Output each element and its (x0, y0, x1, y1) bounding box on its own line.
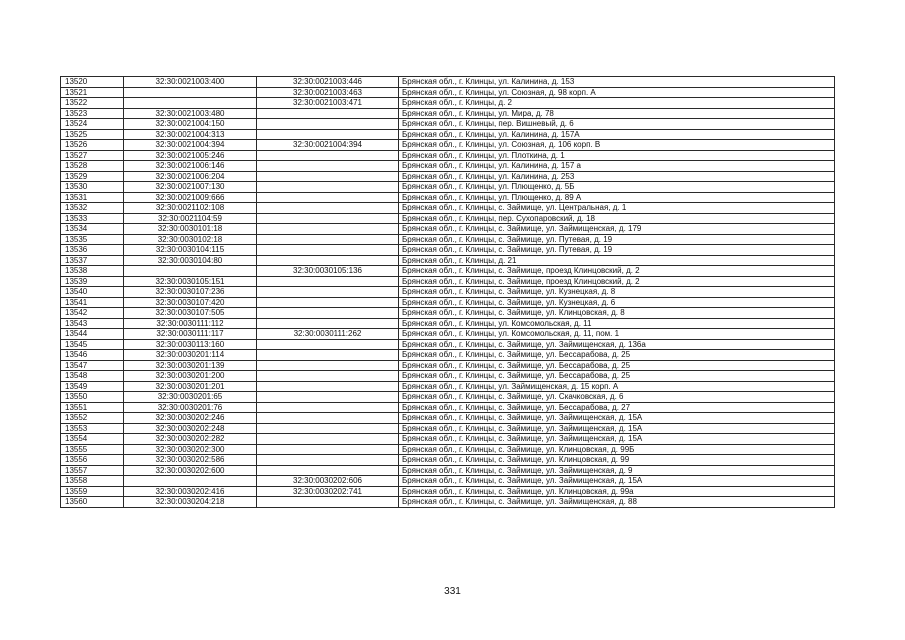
cadastral-number-cell: 32:30:0030201:65 (124, 392, 257, 403)
row-number-cell: 13544 (61, 329, 124, 340)
cadastral-number-cell: 32:30:0030204:218 (124, 497, 257, 508)
cadastral-number-cell: 32:30:0021006:204 (124, 171, 257, 182)
table-row (61, 476, 835, 487)
row-number-cell: 13559 (61, 486, 124, 497)
row-number-cell: 13528 (61, 161, 124, 172)
table-row (61, 140, 835, 151)
cadastral-number-cell: 32:30:0021104:59 (124, 213, 257, 224)
address-cell: Брянская обл., г. Клинцы, ул. Плющенко, д. 89 А (399, 192, 835, 203)
address-cell: Брянская обл., г. Клинцы, с. Займище, проезд Клинцовский, д. 2 (399, 266, 835, 277)
building-cadastral-number-cell (257, 192, 399, 203)
cadastral-number-cell: 32:30:0021003:480 (124, 108, 257, 119)
address-cell: Брянская обл., г. Клинцы, с. Займище, ул. Кузнецкая, д. 8 (399, 287, 835, 298)
address-cell: Брянская обл., г. Клинцы, с. Займище, ул. Займищенская, д. 136а (399, 339, 835, 350)
table-row (61, 402, 835, 413)
address-cell: Брянская обл., г. Клинцы, с. Займище, ул. Бессарабова, д. 27 (399, 402, 835, 413)
table-row (61, 77, 835, 88)
row-number-cell: 13546 (61, 350, 124, 361)
table-row (61, 213, 835, 224)
building-cadastral-number-cell: 32:30:0021004:394 (257, 140, 399, 151)
cadastral-number-cell: 32:30:0030102:18 (124, 234, 257, 245)
cadastral-number-cell: 32:30:0030201:114 (124, 350, 257, 361)
building-cadastral-number-cell (257, 129, 399, 140)
row-number-cell: 13523 (61, 108, 124, 119)
table-row (61, 381, 835, 392)
cadastral-number-cell: 32:30:0030111:112 (124, 318, 257, 329)
table-row (61, 171, 835, 182)
cadastral-number-cell: 32:30:0030202:282 (124, 434, 257, 445)
cadastral-number-cell: 32:30:0030201:200 (124, 371, 257, 382)
address-cell: Брянская обл., г. Клинцы, с. Займище, ул. Клинцовская, д. 99 (399, 455, 835, 466)
cadastral-number-cell: 32:30:0021003:400 (124, 77, 257, 88)
row-number-cell: 13533 (61, 213, 124, 224)
cadastral-number-cell: 32:30:0030202:248 (124, 423, 257, 434)
address-cell: Брянская обл., г. Клинцы, пер. Вишневый, д. 6 (399, 119, 835, 130)
address-cell: Брянская обл., г. Клинцы, ул. Мира, д. 78 (399, 108, 835, 119)
building-cadastral-number-cell: 32:30:0030202:741 (257, 486, 399, 497)
table-row (61, 192, 835, 203)
cadastral-number-cell: 32:30:0030201:201 (124, 381, 257, 392)
address-cell: Брянская обл., г. Клинцы, ул. Калинина, д. 157 а (399, 161, 835, 172)
table-row (61, 119, 835, 130)
table-row (61, 150, 835, 161)
building-cadastral-number-cell (257, 213, 399, 224)
building-cadastral-number-cell (257, 339, 399, 350)
table-row (61, 276, 835, 287)
row-number-cell: 13560 (61, 497, 124, 508)
cadastral-number-cell: 32:30:0030107:420 (124, 297, 257, 308)
address-cell: Брянская обл., г. Клинцы, д. 21 (399, 255, 835, 266)
address-cell: Брянская обл., г. Клинцы, с. Займище, проезд Клинцовский, д. 2 (399, 276, 835, 287)
building-cadastral-number-cell (257, 413, 399, 424)
table-row (61, 266, 835, 277)
table-row (61, 245, 835, 256)
address-cell: Брянская обл., г. Клинцы, с. Займище, ул. Займищенская, д. 179 (399, 224, 835, 235)
address-cell: Брянская обл., г. Клинцы, ул. Калинина, д. 157А (399, 129, 835, 140)
building-cadastral-number-cell (257, 245, 399, 256)
cadastral-number-cell: 32:30:0030113:160 (124, 339, 257, 350)
building-cadastral-number-cell (257, 182, 399, 193)
cadastral-number-cell: 32:30:0030202:586 (124, 455, 257, 466)
table-row (61, 339, 835, 350)
cadastral-number-cell: 32:30:0021004:394 (124, 140, 257, 151)
building-cadastral-number-cell (257, 108, 399, 119)
table-row (61, 98, 835, 109)
building-cadastral-number-cell (257, 234, 399, 245)
cadastral-number-cell: 32:30:0030107:505 (124, 308, 257, 319)
building-cadastral-number-cell (257, 287, 399, 298)
cadastral-number-cell: 32:30:0030105:151 (124, 276, 257, 287)
row-number-cell: 13526 (61, 140, 124, 151)
address-cell: Брянская обл., г. Клинцы, с. Займище, ул. Займищенская, д. 9 (399, 465, 835, 476)
address-cell: Брянская обл., г. Клинцы, ул. Союзная, д. 106 корп. В (399, 140, 835, 151)
row-number-cell: 13537 (61, 255, 124, 266)
building-cadastral-number-cell (257, 444, 399, 455)
table-row (61, 455, 835, 466)
building-cadastral-number-cell (257, 119, 399, 130)
table-row (61, 497, 835, 508)
address-cell: Брянская обл., г. Клинцы, ул. Комсомольская, д. 11 (399, 318, 835, 329)
table-row (61, 297, 835, 308)
table-row (61, 108, 835, 119)
table-row (61, 350, 835, 361)
building-cadastral-number-cell (257, 308, 399, 319)
building-cadastral-number-cell (257, 350, 399, 361)
address-cell: Брянская обл., г. Клинцы, пер. Сухопаровский, д. 18 (399, 213, 835, 224)
table-row (61, 318, 835, 329)
row-number-cell: 13553 (61, 423, 124, 434)
cadastral-number-cell: 32:30:0030104:115 (124, 245, 257, 256)
table-row (61, 203, 835, 214)
table-row (61, 423, 835, 434)
row-number-cell: 13539 (61, 276, 124, 287)
cadastral-number-cell (124, 266, 257, 277)
address-cell: Брянская обл., г. Клинцы, ул. Займищенская, д. 15 корп. А (399, 381, 835, 392)
cadastral-number-cell: 32:30:0021009:666 (124, 192, 257, 203)
row-number-cell: 13535 (61, 234, 124, 245)
address-cell: Брянская обл., г. Клинцы, с. Займище, ул. Путевая, д. 19 (399, 245, 835, 256)
row-number-cell: 13550 (61, 392, 124, 403)
row-number-cell: 13545 (61, 339, 124, 350)
address-cell: Брянская обл., г. Клинцы, с. Займище, ул. Займищенская, д. 15А (399, 423, 835, 434)
building-cadastral-number-cell (257, 203, 399, 214)
row-number-cell: 13536 (61, 245, 124, 256)
building-cadastral-number-cell (257, 371, 399, 382)
row-number-cell: 13522 (61, 98, 124, 109)
address-cell: Брянская обл., г. Клинцы, с. Займище, ул. Кузнецкая, д. 6 (399, 297, 835, 308)
address-cell: Брянская обл., г. Клинцы, ул. Плоткина, д. 1 (399, 150, 835, 161)
table-row (61, 234, 835, 245)
address-cell: Брянская обл., г. Клинцы, с. Займище, ул. Бессарабова, д. 25 (399, 371, 835, 382)
table-row (61, 444, 835, 455)
row-number-cell: 13542 (61, 308, 124, 319)
building-cadastral-number-cell (257, 392, 399, 403)
building-cadastral-number-cell (257, 161, 399, 172)
cadastral-number-cell: 32:30:0030202:246 (124, 413, 257, 424)
building-cadastral-number-cell: 32:30:0030111:262 (257, 329, 399, 340)
row-number-cell: 13530 (61, 182, 124, 193)
row-number-cell: 13531 (61, 192, 124, 203)
row-number-cell: 13552 (61, 413, 124, 424)
row-number-cell: 13525 (61, 129, 124, 140)
building-cadastral-number-cell (257, 224, 399, 235)
address-cell: Брянская обл., г. Клинцы, с. Займище, ул. Займищенская, д. 15А (399, 476, 835, 487)
page-number: 331 (444, 586, 461, 597)
row-number-cell: 13534 (61, 224, 124, 235)
row-number-cell: 13532 (61, 203, 124, 214)
cadastral-number-cell: 32:30:0030202:600 (124, 465, 257, 476)
row-number-cell: 13543 (61, 318, 124, 329)
table-row (61, 129, 835, 140)
table-row (61, 182, 835, 193)
row-number-cell: 13529 (61, 171, 124, 182)
cadastral-number-cell: 32:30:0030202:300 (124, 444, 257, 455)
property-table (60, 76, 835, 508)
cadastral-number-cell: 32:30:0030201:76 (124, 402, 257, 413)
row-number-cell: 13558 (61, 476, 124, 487)
cadastral-number-cell: 32:30:0030202:416 (124, 486, 257, 497)
row-number-cell: 13548 (61, 371, 124, 382)
building-cadastral-number-cell (257, 423, 399, 434)
address-cell: Брянская обл., г. Клинцы, с. Займище, ул. Клинцовская, д. 99а (399, 486, 835, 497)
row-number-cell: 13556 (61, 455, 124, 466)
address-cell: Брянская обл., г. Клинцы, с. Займище, ул. Путевая, д. 19 (399, 234, 835, 245)
cadastral-number-cell: 32:30:0021007:130 (124, 182, 257, 193)
building-cadastral-number-cell (257, 402, 399, 413)
building-cadastral-number-cell (257, 276, 399, 287)
table-row (61, 161, 835, 172)
table-row (61, 392, 835, 403)
table-row (61, 87, 835, 98)
table-row (61, 255, 835, 266)
cadastral-number-cell: 32:30:0021004:150 (124, 119, 257, 130)
table-row (61, 413, 835, 424)
cadastral-number-cell: 32:30:0030104:80 (124, 255, 257, 266)
cadastral-number-cell: 32:30:0030107:236 (124, 287, 257, 298)
building-cadastral-number-cell: 32:30:0021003:463 (257, 87, 399, 98)
building-cadastral-number-cell (257, 360, 399, 371)
address-cell: Брянская обл., г. Клинцы, ул. Калинина, д. 253 (399, 171, 835, 182)
address-cell: Брянская обл., г. Клинцы, с. Займище, ул. Займищенская, д. 15А (399, 413, 835, 424)
cadastral-number-cell (124, 98, 257, 109)
address-cell: Брянская обл., г. Клинцы, с. Займище, ул. Клинцовская, д. 8 (399, 308, 835, 319)
row-number-cell: 13554 (61, 434, 124, 445)
building-cadastral-number-cell (257, 318, 399, 329)
row-number-cell: 13555 (61, 444, 124, 455)
address-cell: Брянская обл., г. Клинцы, с. Займище, ул. Клинцовская, д. 99Б (399, 444, 835, 455)
row-number-cell: 13538 (61, 266, 124, 277)
address-cell: Брянская обл., г. Клинцы, с. Займище, ул. Бессарабова, д. 25 (399, 360, 835, 371)
cadastral-number-cell: 32:30:0030201:139 (124, 360, 257, 371)
cadastral-number-cell: 32:30:0021004:313 (124, 129, 257, 140)
row-number-cell: 13547 (61, 360, 124, 371)
cadastral-number-cell (124, 87, 257, 98)
table-row (61, 224, 835, 235)
address-cell: Брянская обл., г. Клинцы, с. Займище, ул. Бессарабова, д. 25 (399, 350, 835, 361)
cadastral-number-cell (124, 476, 257, 487)
row-number-cell: 13551 (61, 402, 124, 413)
row-number-cell: 13541 (61, 297, 124, 308)
address-cell: Брянская обл., г. Клинцы, с. Займище, ул. Займищенская, д. 88 (399, 497, 835, 508)
row-number-cell: 13557 (61, 465, 124, 476)
building-cadastral-number-cell: 32:30:0030202:606 (257, 476, 399, 487)
building-cadastral-number-cell (257, 455, 399, 466)
row-number-cell: 13549 (61, 381, 124, 392)
building-cadastral-number-cell (257, 297, 399, 308)
building-cadastral-number-cell (257, 497, 399, 508)
building-cadastral-number-cell (257, 434, 399, 445)
table-row (61, 329, 835, 340)
cadastral-number-cell: 32:30:0021102:108 (124, 203, 257, 214)
cadastral-number-cell: 32:30:0021005:246 (124, 150, 257, 161)
row-number-cell: 13520 (61, 77, 124, 88)
row-number-cell: 13540 (61, 287, 124, 298)
row-number-cell: 13527 (61, 150, 124, 161)
address-cell: Брянская обл., г. Клинцы, ул. Плющенко, д. 5Б (399, 182, 835, 193)
address-cell: Брянская обл., г. Клинцы, ул. Союзная, д. 98 корп. А (399, 87, 835, 98)
cadastral-number-cell: 32:30:0030101:18 (124, 224, 257, 235)
row-number-cell: 13524 (61, 119, 124, 130)
building-cadastral-number-cell (257, 465, 399, 476)
building-cadastral-number-cell (257, 150, 399, 161)
address-cell: Брянская обл., г. Клинцы, с. Займище, ул. Займищенская, д. 15А (399, 434, 835, 445)
cadastral-number-cell: 32:30:0021006:146 (124, 161, 257, 172)
building-cadastral-number-cell: 32:30:0021003:446 (257, 77, 399, 88)
table-row (61, 434, 835, 445)
cadastral-number-cell: 32:30:0030111:117 (124, 329, 257, 340)
building-cadastral-number-cell: 32:30:0021003:471 (257, 98, 399, 109)
address-cell: Брянская обл., г. Клинцы, с. Займище, ул. Центральная, д. 1 (399, 203, 835, 214)
building-cadastral-number-cell: 32:30:0030105:136 (257, 266, 399, 277)
table-body (61, 77, 835, 508)
table-row (61, 465, 835, 476)
table-row (61, 486, 835, 497)
address-cell: Брянская обл., г. Клинцы, ул. Калинина, д. 153 (399, 77, 835, 88)
address-cell: Брянская обл., г. Клинцы, д. 2 (399, 98, 835, 109)
row-number-cell: 13521 (61, 87, 124, 98)
table-row (61, 360, 835, 371)
table-row (61, 308, 835, 319)
building-cadastral-number-cell (257, 381, 399, 392)
address-cell: Брянская обл., г. Клинцы, ул. Комсомольская, д. 11, пом. 1 (399, 329, 835, 340)
address-cell: Брянская обл., г. Клинцы, с. Займище, ул. Скачковская, д. 6 (399, 392, 835, 403)
table-row (61, 371, 835, 382)
building-cadastral-number-cell (257, 171, 399, 182)
building-cadastral-number-cell (257, 255, 399, 266)
table-row (61, 287, 835, 298)
